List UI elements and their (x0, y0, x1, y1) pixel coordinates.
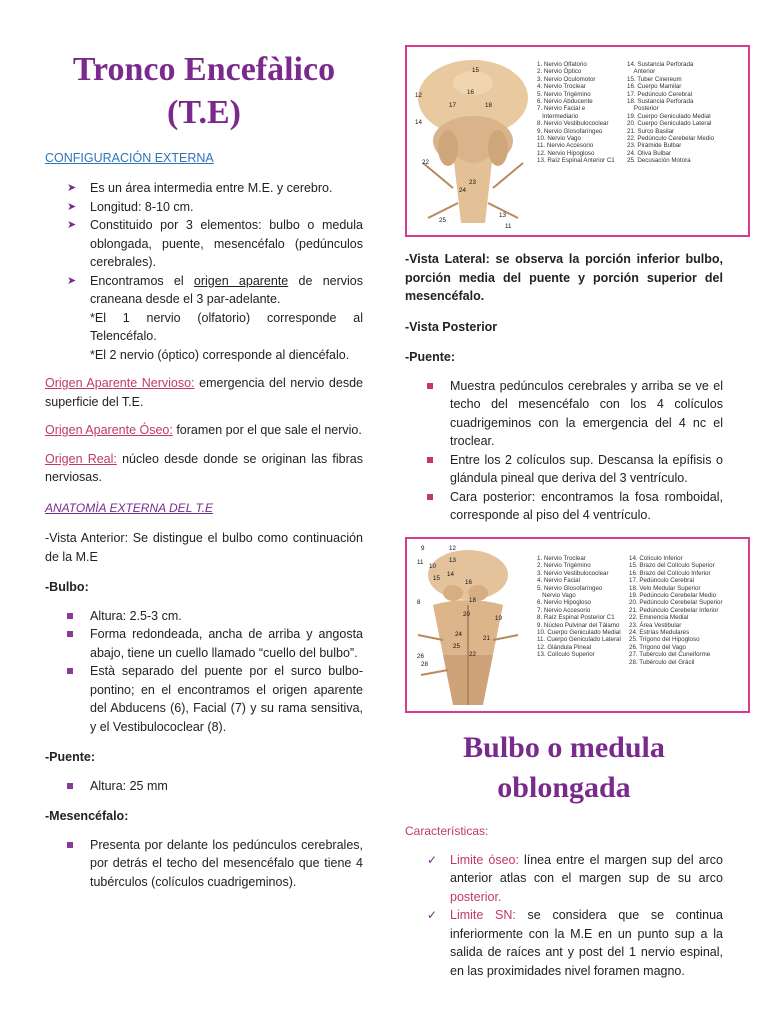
caracteristicas-heading-row (405, 822, 723, 841)
list-item-text: de nervios craneana desde el 3 par-adelante. (90, 273, 363, 306)
legend-entry: 2. Nervio Trigémino (537, 562, 591, 570)
caracteristicas-list (405, 851, 723, 981)
vista-lateral-text: -Vista Lateral: se observa la porción inferior bulbo, porción media del puente y porción superior del mesencéfalo. (405, 252, 723, 303)
legend-entry: 13. Raíz Espinal Anterior C1 (537, 157, 615, 165)
figure1-label: 24 (459, 187, 466, 194)
mesencefalo-list (45, 836, 363, 892)
legend-entry: 18. Velo Medular Superior (629, 584, 701, 592)
definition-origen-aparente-nervioso (45, 374, 363, 411)
check-icon: ✓ (427, 908, 438, 922)
square-bullet-icon (427, 457, 433, 463)
figure2-label: 9 (421, 545, 425, 552)
bulbo-title (405, 728, 723, 808)
config-heading[interactable]: CONFIGURACIÓN EXTERNA (45, 151, 214, 165)
legend-entry: 21. Pedúnculo Cerebelar Inferior (629, 606, 719, 614)
bulbo-heading: -Bulbo: (45, 580, 89, 594)
list-item-text: Presenta por delante los pedúnculos cerebrales, por detrás el techo del mesencéfalo que tiene 4 tubérculos (colículos cuadrigeminos). (90, 837, 363, 889)
figure1-label: 12 (415, 92, 422, 99)
list-item (405, 377, 723, 451)
legend-entry: 12. Nervio Hipogloso (537, 149, 595, 157)
caracteristicas-heading: Características: (405, 824, 489, 838)
figure2-legend-col2 (629, 555, 723, 666)
definition-term: Origen Real: (45, 451, 117, 466)
legend-entry: 11. Nervio Accesorio (537, 142, 594, 150)
arrow-icon: ➤ (67, 182, 77, 194)
figure2-label: 10 (429, 563, 436, 570)
legend-entry: 24. Estrías Medulares (629, 629, 690, 637)
legend-entry: 1. Nervio Troclear (537, 555, 586, 562)
legend-entry: Posterior (627, 105, 659, 113)
list-item-text: Altura: 25 mm (90, 778, 168, 793)
figure2-label: 15 (433, 575, 440, 582)
figure2-label: 11 (417, 559, 424, 566)
config-heading-row (45, 149, 363, 167)
square-bullet-icon (67, 668, 73, 674)
definition-origen-aparente-oseo (45, 421, 363, 440)
legend-entry: 10. Cuerpo Geniculado Medial (537, 629, 621, 637)
figure2-label: 13 (449, 557, 456, 564)
anatomia-heading: ANATOMÌA EXTERNA DEL T.E (45, 500, 214, 515)
legend-entry: 7. Nervio Facial e (537, 105, 586, 113)
legend-entry: 15. Brazo del Colículo Superior (629, 562, 715, 570)
square-bullet-icon (67, 842, 73, 848)
definition-term: Origen Aparente Óseo: (45, 423, 173, 437)
mesencefalo-heading: -Mesencéfalo: (45, 809, 129, 823)
figure2-label: 16 (465, 579, 472, 586)
definition-text: núcleo desde donde se originan las fibras nerviosas. (45, 451, 363, 484)
list-item (45, 836, 363, 892)
arrow-icon: ➤ (67, 274, 77, 287)
figure1-label: 23 (469, 179, 476, 186)
figure2-label: 12 (449, 545, 456, 552)
square-bullet-icon (427, 383, 433, 389)
legend-entry: 16. Cuerpo Mamilar (627, 83, 682, 91)
list-item (45, 625, 363, 662)
bulbo-section (405, 728, 723, 980)
legend-entry: 10. Nervio Vago (537, 135, 581, 143)
puente-posterior-heading: -Puente: (405, 350, 455, 364)
figure2-label: 24 (455, 631, 462, 638)
legend-entry: 22. Eminencia Medial (629, 614, 689, 622)
vista-posterior-heading: -Vista Posterior (405, 319, 498, 334)
definition-origen-real (45, 450, 363, 487)
legend-entry: 18. Sustancia Perforada (627, 98, 694, 106)
figure1-label: 13 (499, 212, 506, 219)
legend-entry: 7. Nervio Accesorio (537, 606, 591, 614)
config-bullets (45, 179, 363, 364)
list-item (45, 777, 363, 796)
legend-entry: 23. Pirámide Bulbar (627, 142, 682, 150)
list-item-text: posterior. (450, 889, 502, 904)
list-item-text: línea entre el margen sup del arco anterior atlas con el margen sup de su arco (450, 852, 723, 885)
figure2-legend-col1 (537, 555, 621, 659)
legend-entry: Nervio Vago (537, 592, 576, 600)
legend-entry: 9. Núcleo Pulvinar del Tálamo (537, 621, 620, 629)
main-title-line1: Tronco Encefàlico (72, 51, 336, 88)
figure2-label: 20 (463, 611, 470, 618)
list-item (45, 607, 363, 626)
list-item-note: *El 1 nervio (olfatorio) corresponde al Telencéfalo. (90, 310, 363, 343)
figure2-label: 21 (483, 635, 490, 642)
arrow-icon: ➤ (67, 219, 77, 231)
legend-entry: 14. Colículo Inferior (629, 555, 683, 562)
bulbo-title-line2: oblongada (497, 771, 631, 804)
legend-entry: 28. Tubérculo del Grácil (629, 658, 695, 666)
list-item-text: Es un área intermedia entre M.E. y cerebro. (90, 181, 333, 195)
legend-entry: 9. Nervio Glosofaríngeo (537, 127, 603, 135)
legend-entry: 19. Cuerpo Geniculado Medial (627, 112, 711, 120)
origen-aparente-link[interactable]: origen aparente (193, 273, 289, 288)
legend-entry: 8. Raíz Espinal Posterior C1 (537, 614, 615, 622)
list-item-text: Encontramos el (90, 273, 194, 288)
legend-entry: 21. Surco Basilar (627, 127, 675, 135)
legend-entry: 2. Nervio Óptico (537, 68, 582, 76)
list-item-text: Forma redondeada, ancha de arriba y angosta abajo, tiene un cuello llamado “cuello del bulbo”. (90, 627, 363, 660)
legend-entry: 8. Nervio Vestibulococlear (537, 120, 609, 128)
legend-entry: 24. Oliva Bulbar (627, 149, 672, 157)
arrow-icon: ➤ (67, 200, 77, 213)
list-item-text: Muestra pedúnculos cerebrales y arriba se ve el techo del mesencéfalo con los 4 colículos cuadrigeminos con la emergencia del 4 nc el troclear. (450, 378, 723, 448)
puente-heading: -Puente: (45, 750, 95, 764)
legend-entry: 3. Nervio Vestibulococlear (537, 569, 609, 577)
legend-entry: 4. Nervio Facial (537, 577, 580, 585)
list-item-text: Longitud: 8-10 cm. (90, 199, 194, 214)
legend-entry: 6. Nervio Hipogloso (537, 599, 591, 607)
legend-entry: 12. Glándula Pineal (537, 643, 592, 651)
figure1-label: 14 (415, 119, 422, 126)
legend-entry: 13. Colículo Superior (537, 651, 595, 659)
list-item (45, 272, 363, 365)
list-item (45, 179, 363, 198)
left-column (45, 0, 363, 891)
definition-text: foramen por el que sale el nervio. (172, 423, 362, 437)
figure-posterior-view (405, 537, 750, 713)
list-item (45, 198, 363, 217)
check-icon: ✓ (427, 852, 438, 867)
figure2-label: 28 (421, 661, 428, 668)
legend-entry: 17. Pedúnculo Cerebral (629, 577, 695, 585)
list-item-text: se considera que se continua inferiormente con la M.E en un punto sup a la salida de raíces ant y post del 1 nervio espinal, en las proximidades nivel foramen magno. (450, 908, 723, 978)
list-item (45, 216, 363, 272)
puente-posterior-list (405, 377, 723, 525)
legend-entry: 11. Cuerpo Geniculado Lateral (537, 636, 621, 644)
legend-entry: 20. Cuerpo Geniculado Lateral (627, 120, 712, 128)
figure1-label: 16 (467, 89, 474, 96)
legend-entry: 20. Pedúnculo Cerebelar Superior (629, 599, 723, 607)
figure2-label: 19 (495, 615, 502, 622)
figure1-label: 22 (422, 159, 429, 166)
legend-entry: Intermediario (537, 112, 579, 120)
list-item-note: *El 2 nervio (óptico) corresponde al diencéfalo. (90, 347, 350, 362)
list-item-term: Limite óseo: (450, 852, 519, 867)
legend-entry: 27. Tubérculo del Cuneiforme (629, 651, 711, 659)
list-item-text: Altura: 2.5-3 cm. (90, 608, 182, 623)
legend-entry: 4. Nervio Troclear (537, 83, 586, 91)
definition-term: Origen Aparente Nervioso: (45, 376, 195, 390)
bulbo-list (45, 607, 363, 737)
list-item-text: Entre los 2 colículos sup. Descansa la epífisis o glándula pineal que deriva del 3 ventrículo. (450, 452, 723, 485)
legend-entry: 23. Área Vestibular (629, 621, 682, 629)
legend-entry: 1. Nervio Olfatorio (537, 61, 587, 68)
legend-entry: 5. Nervio Trigémino (537, 90, 591, 98)
figure2-label: 25 (453, 643, 460, 650)
main-title (45, 48, 363, 134)
legend-entry: Anterior (627, 68, 656, 76)
figure2-label: 26 (417, 653, 424, 660)
legend-entry: 6. Nervio Abducente (537, 98, 593, 106)
definition-text: emergencia del nervio desde superficie del T.E. (45, 376, 363, 409)
legend-entry: 22. Pedúnculo Cerebelar Medio (627, 135, 715, 143)
figure1-label: 11 (505, 223, 512, 230)
square-bullet-icon (67, 783, 73, 789)
vista-anterior-text: -Vista Anterior: Se distingue el bulbo como continuación de la M.E (45, 531, 363, 564)
list-item (405, 451, 723, 488)
main-title-line2: (T.E) (167, 94, 241, 131)
list-item-term: Limite SN: (450, 908, 516, 922)
legend-entry: 26. Trígono del Vago (629, 643, 686, 651)
square-bullet-icon (67, 631, 73, 637)
figure2-label: 8 (417, 599, 421, 606)
figure2-label: 18 (469, 597, 476, 604)
figure2-label: 14 (447, 571, 454, 578)
figure2-label: 22 (469, 651, 476, 658)
legend-entry: 5. Nervio Glosofaríngeo (537, 584, 603, 592)
list-item-text: Constituido por 3 elementos: bulbo o medula oblongada, puente, mesencéfalo (pedúnculos cerebrales). (90, 218, 363, 269)
legend-entry: 16. Brazo del Colículo Inferior (629, 569, 711, 577)
legend-entry: 25. Trígono del Hipogloso (629, 636, 700, 644)
square-bullet-icon (427, 494, 433, 500)
right-column (405, 0, 723, 525)
figure1-label: 18 (485, 102, 492, 109)
legend-entry: 3. Nervio Oculomotor (537, 75, 596, 83)
puente-list (45, 777, 363, 796)
list-item-text: Cara posterior: encontramos la fosa romboidal, corresponde al piso del 4 ventrículo. (450, 489, 723, 522)
bulbo-title-line1: Bulbo o medula (463, 731, 665, 764)
anatomia-heading-row (45, 499, 363, 518)
legend-entry: 17. Pedúnculo Cerebral (627, 90, 693, 98)
legend-entry: 14. Sustancia Perforada (627, 61, 694, 68)
list-item (405, 851, 723, 907)
legend-entry: 15. Tuber Cinereum (627, 75, 682, 83)
legend-entry: 19. Pedúnculo Cerebelar Medio (629, 592, 717, 600)
figure1-label: 17 (449, 102, 456, 109)
square-bullet-icon (67, 613, 73, 619)
list-item (45, 662, 363, 736)
figure1-label: 15 (472, 67, 479, 74)
list-item-text: Està separado del puente por el surco bulbo-pontino; en el encontramos el origen aparente del Abducens (6), Facial (7) y su rama sensitiva, y el Vestibulococlear (8). (90, 664, 363, 734)
list-item (405, 906, 723, 980)
figure1-label: 25 (439, 217, 446, 224)
legend-entry: 25. Decusación Motora (627, 157, 691, 165)
list-item (405, 488, 723, 525)
